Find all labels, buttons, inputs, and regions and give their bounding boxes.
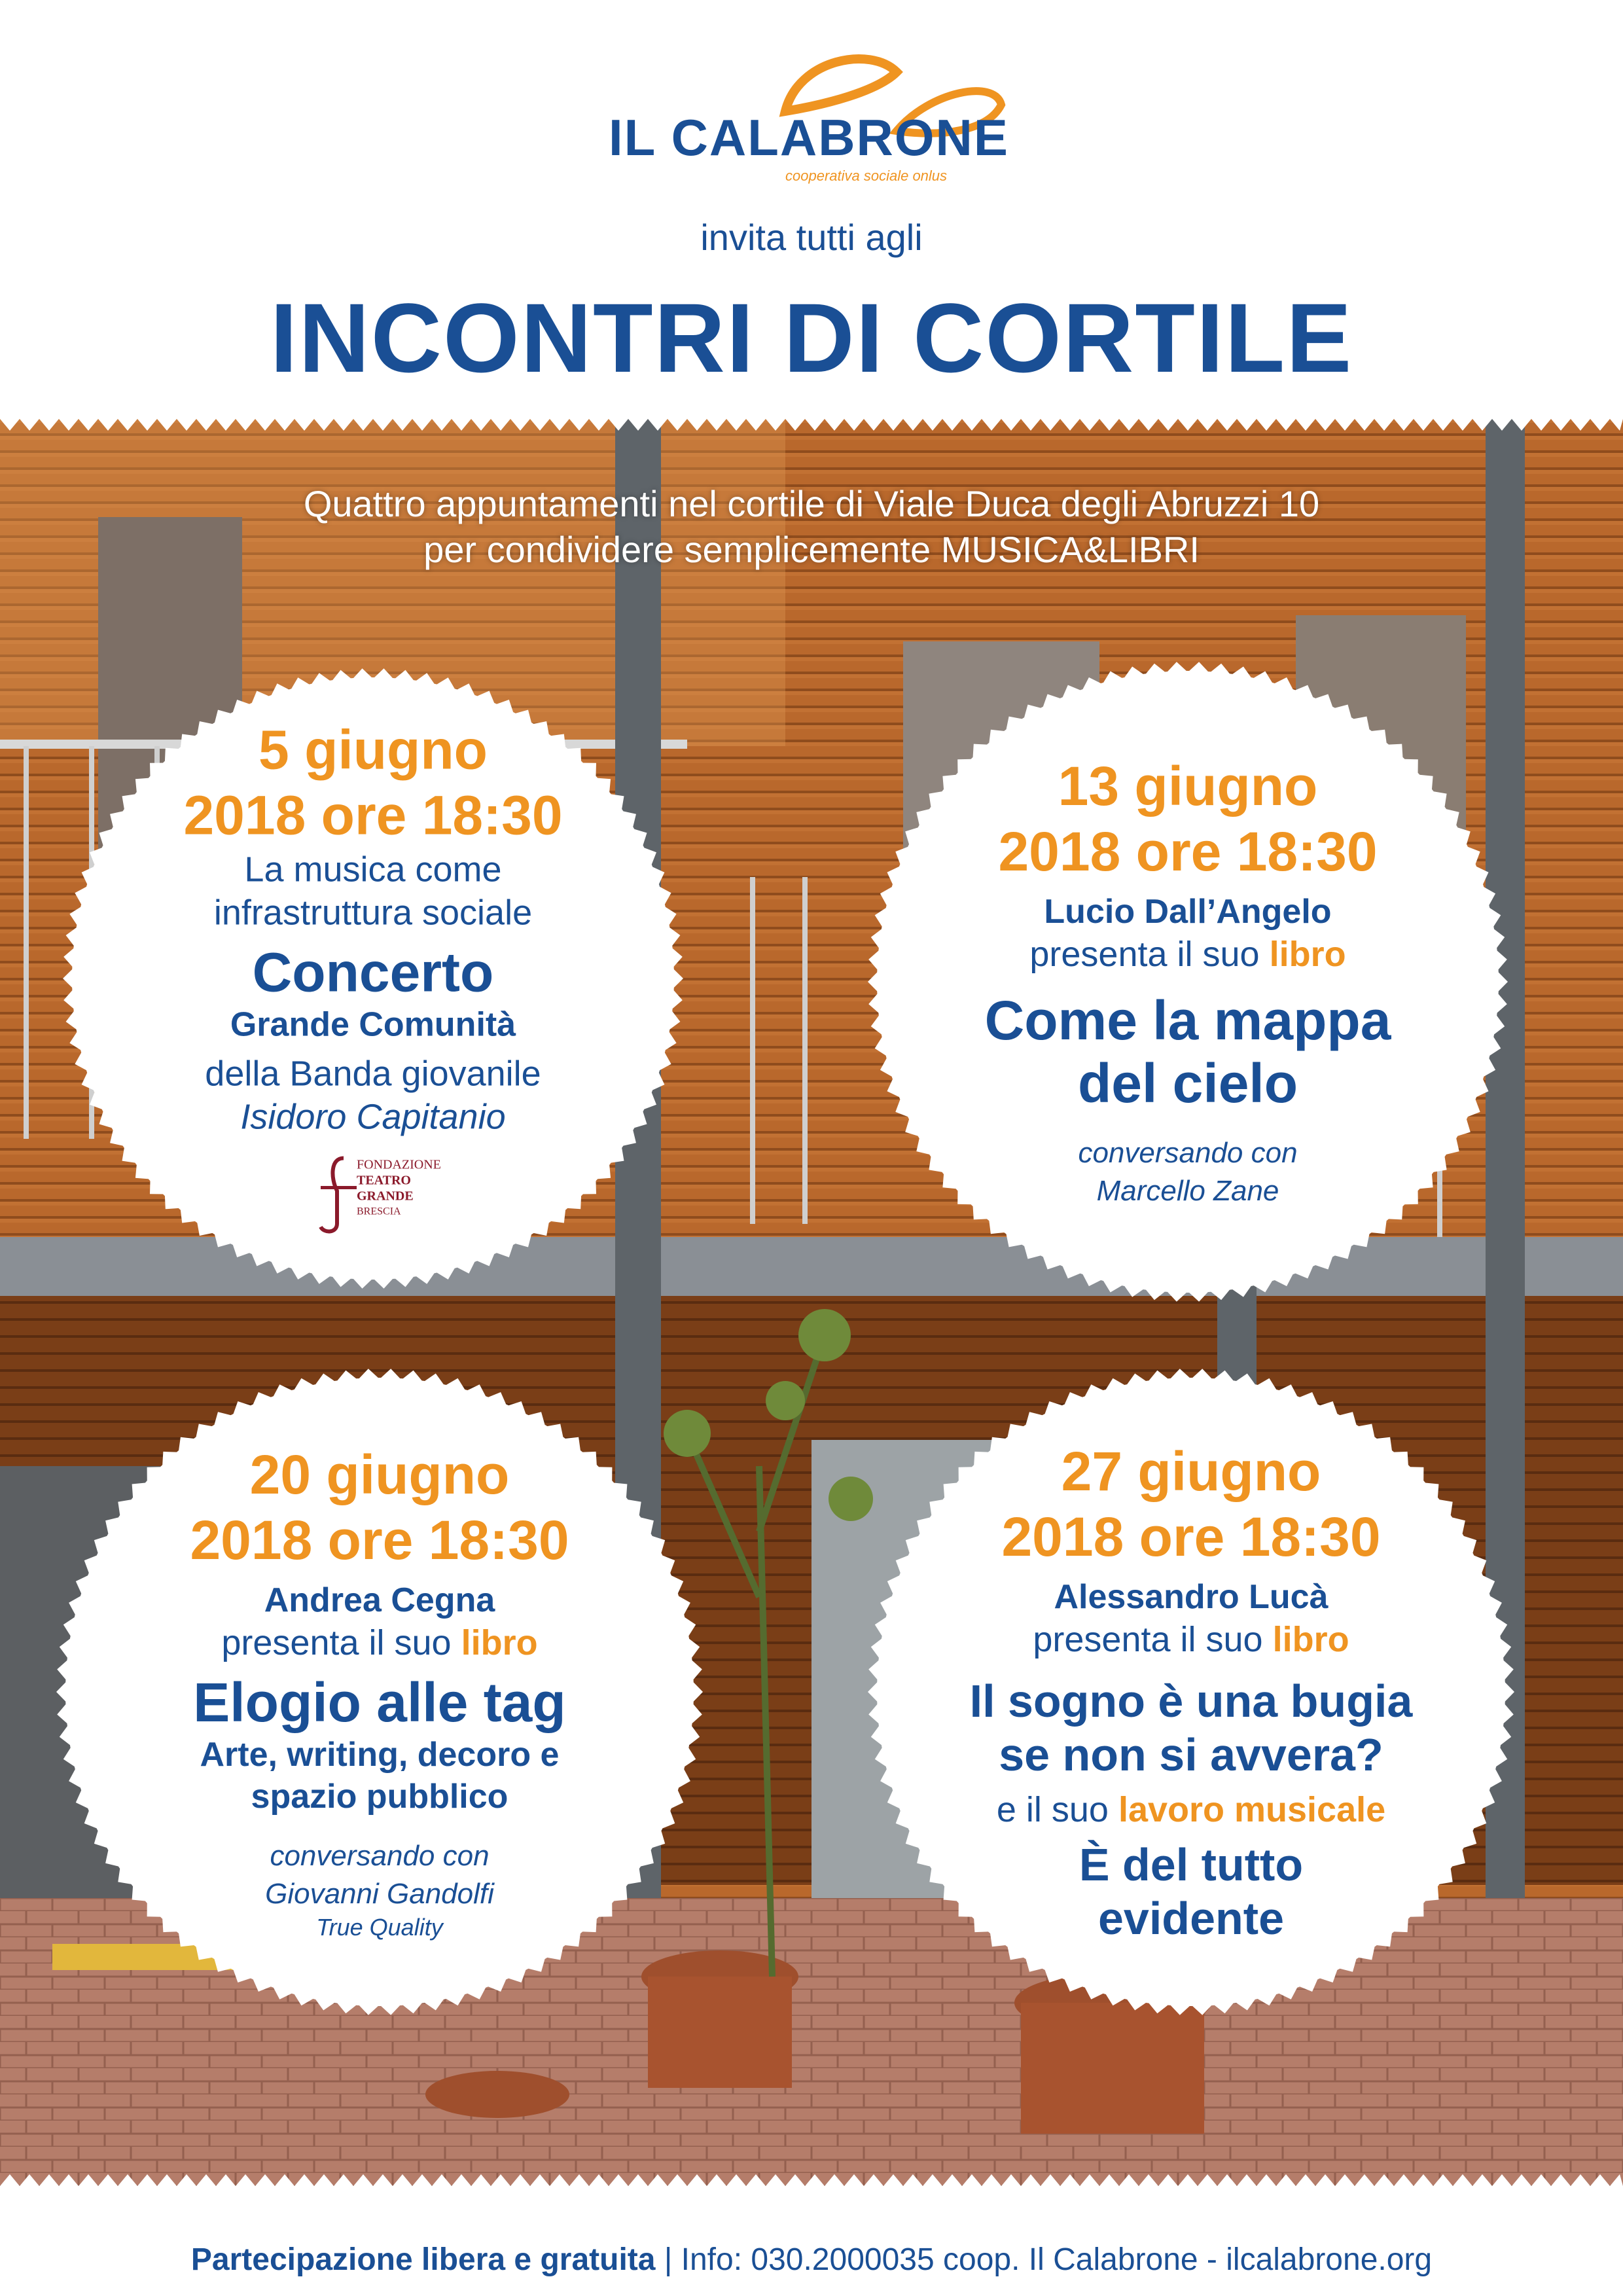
intro-line-1: Quattro appuntamenti nel cortile di Viale Duca degli Abruzzi 10 [303, 483, 1320, 524]
footer [0, 2242, 1623, 2278]
event-detail: Isidoro Capitanio [240, 1097, 506, 1137]
intro-line-2: per condividere semplicemente MUSICA&LIBRI [423, 529, 1200, 570]
event-author: Andrea Cegna [264, 1581, 495, 1619]
intro-text [0, 481, 1623, 573]
footer-info: Info: 030.2000035 coop. Il Calabrone - ilcalabrone.org [681, 2242, 1433, 2277]
page-title: INCONTRI DI CORTILE [270, 283, 1353, 393]
event-date: 5 giugno [259, 719, 488, 781]
presents-highlight: libro [1272, 1620, 1349, 1659]
event-detail: della Banda giovanile [205, 1054, 541, 1094]
work-title: È del tutto [1079, 1839, 1304, 1890]
event-subtitle: Arte, writing, decoro e [200, 1736, 560, 1774]
event-title: Il sogno è una bugia [969, 1676, 1413, 1727]
logo-wordmark: IL CALABRONE [609, 109, 1009, 166]
presents-text: presenta il suo [1029, 935, 1260, 974]
footer-separator: | [664, 2242, 673, 2277]
event-title: Come la mappa [984, 990, 1391, 1051]
sponsor-line: TEATRO [357, 1173, 411, 1188]
event-conversation: conversando con [1078, 1137, 1298, 1169]
event-time: 2018 ore 18:30 [1001, 1506, 1381, 1568]
sponsor-line: GRANDE [357, 1189, 414, 1204]
event-time: 2018 ore 18:30 [998, 821, 1378, 882]
invite-text: invita tutti agli [700, 217, 923, 258]
sponsor-line: BRESCIA [357, 1206, 401, 1217]
event-author: Alessandro Lucà [1054, 1578, 1329, 1616]
event-presents [916, 1618, 1466, 1661]
event-circle-4 [877, 1378, 1505, 2006]
event-title: Concerto [252, 941, 494, 1003]
event-circle-3 [65, 1378, 694, 2006]
event-conversation: conversando con [270, 1840, 490, 1872]
event-conversation-name: Giovanni Gandolfi [265, 1878, 494, 1910]
event-date: 20 giugno [249, 1444, 510, 1505]
event-subtitle: Grande Comunità [230, 1005, 516, 1044]
footer-participation: Partecipazione libera e gratuita [190, 2242, 656, 2277]
event-presents [105, 1621, 654, 1664]
event-title: Elogio alle tag [193, 1672, 566, 1733]
event-time: 2018 ore 18:30 [183, 784, 563, 846]
presents-text: presenta il suo [221, 1623, 452, 1662]
event-tagline: La musica come [244, 850, 502, 889]
event-date: 13 giugno [1058, 755, 1318, 817]
event-work [916, 1788, 1466, 1831]
event-title: se non si avvera? [999, 1729, 1383, 1780]
event-time: 2018 ore 18:30 [190, 1509, 569, 1571]
work-prefix: e il suo [996, 1790, 1109, 1829]
event-conversation-name: Marcello Zane [1096, 1175, 1279, 1207]
event-presents [916, 933, 1459, 976]
event-title: del cielo [1077, 1052, 1298, 1114]
event-tagline: infrastruttura sociale [213, 893, 533, 933]
calabrone-logo [589, 52, 1008, 196]
presents-highlight: libro [1269, 935, 1346, 974]
event-author: Lucio Dall’Angelo [1044, 893, 1332, 931]
presents-highlight: libro [461, 1623, 538, 1662]
work-highlight: lavoro musicale [1118, 1790, 1386, 1829]
logo-subtitle: cooperativa sociale onlus [785, 168, 948, 184]
fondazione-teatro-grande-logo [304, 1152, 442, 1237]
event-circle-2 [877, 671, 1499, 1293]
presents-text: presenta il suo [1033, 1620, 1263, 1659]
event-subtitle: spazio pubblico [251, 1778, 508, 1816]
event-date: 27 giugno [1061, 1441, 1321, 1502]
work-title: evidente [1098, 1893, 1284, 1944]
event-circle-1 [72, 677, 674, 1280]
event-conversation-org: True Quality [316, 1914, 443, 1941]
sponsor-line: FONDAZIONE [357, 1157, 441, 1172]
